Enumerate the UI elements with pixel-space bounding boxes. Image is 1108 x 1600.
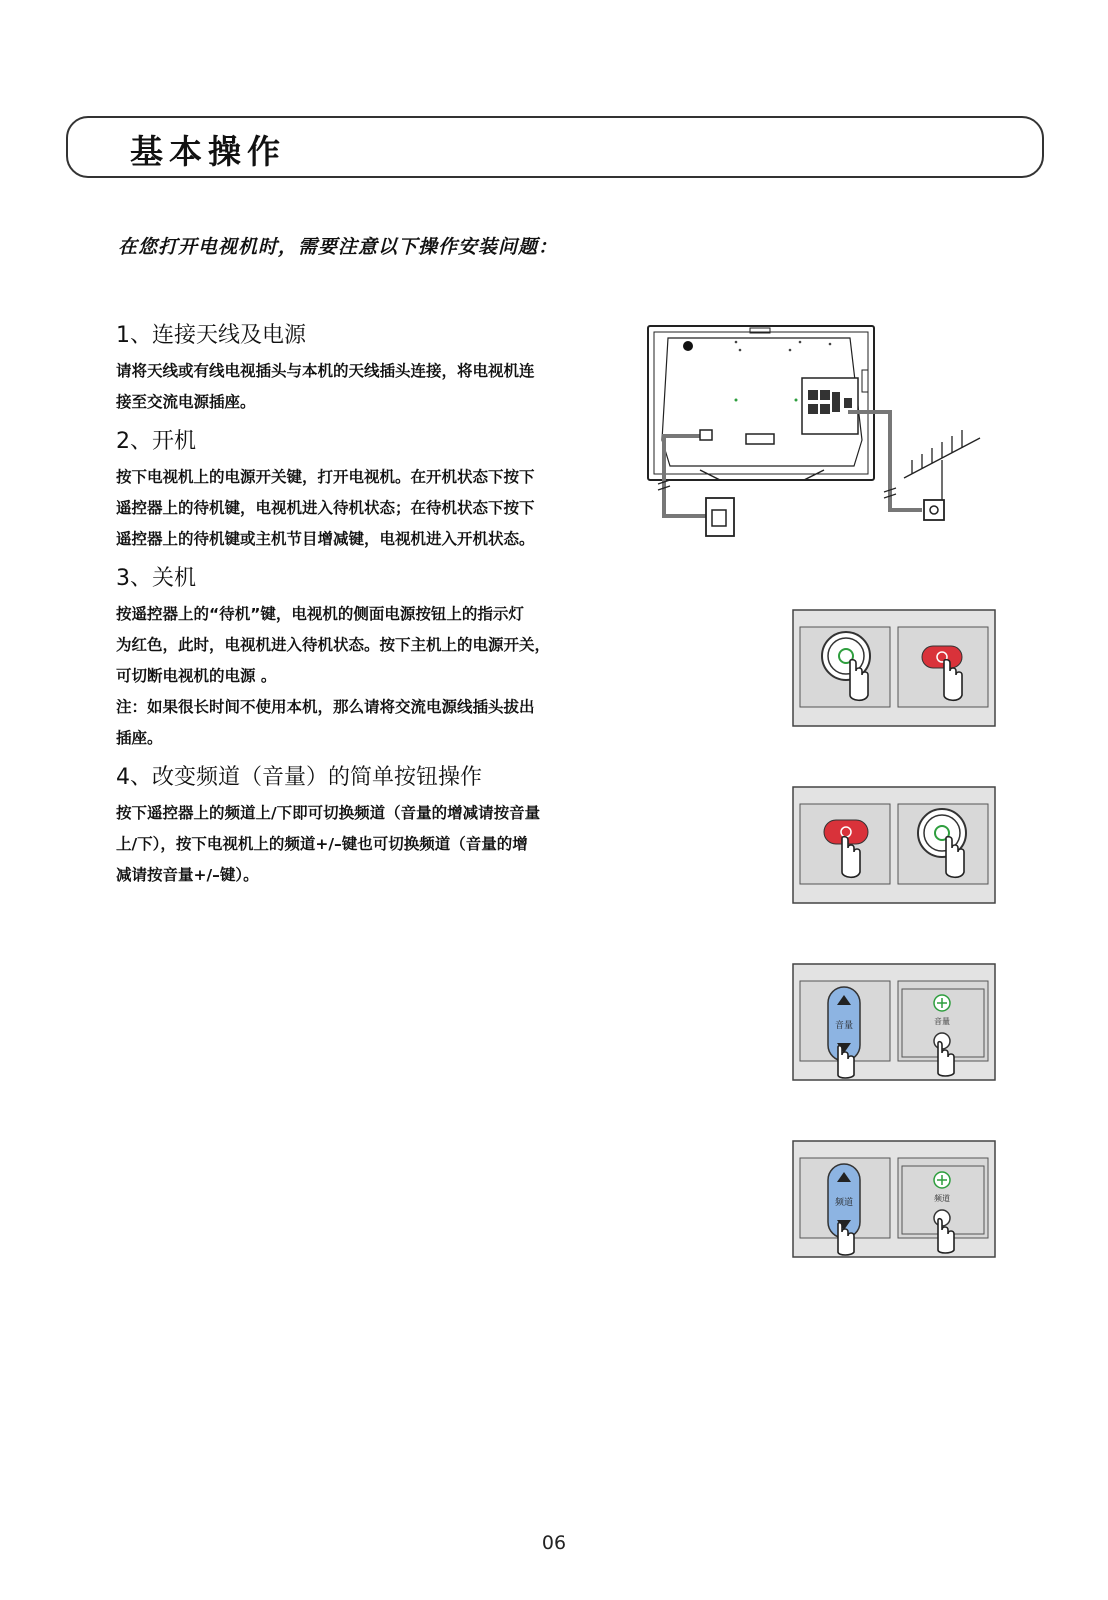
section-3-body [116, 599, 616, 754]
instruction-text-column [116, 320, 616, 899]
section-3-line: 插座。 [116, 729, 163, 747]
section-3-line: 可切断电视机的电源 。 [116, 667, 277, 685]
volume-rocker-label: 音量 [834, 1021, 854, 1031]
section-1-heading: 1、连接天线及电源 [116, 323, 306, 348]
section-4-line: 减请按音量+/–键）。 [116, 866, 259, 884]
channel-button-panel [792, 1140, 996, 1258]
intro-text: 在您打开电视机时，需要注意以下操作安装问题： [118, 236, 559, 258]
volume-button-panel [792, 963, 996, 1081]
page-number: 06 [541, 1532, 567, 1554]
section-1-line: 请将天线或有线电视插头与本机的天线插头连接，将电视机连 [116, 362, 535, 380]
channel-rocker-label: 频道 [834, 1198, 854, 1208]
section-3-line: 按遥控器上的“待机”键，电视机的侧面电源按钮上的指示灯 [116, 605, 524, 623]
section-2-line: 按下电视机上的电源开关键，打开电视机。在开机状态下按下 [116, 468, 535, 486]
section-1-line: 接至交流电源插座。 [116, 393, 256, 411]
section-2-line: 遥控器上的待机键或主机节目增减键，电视机进入开机状态。 [116, 530, 535, 548]
section-2-line: 遥控器上的待机键，电视机进入待机状态；在待机状态下按下 [116, 499, 535, 517]
section-2-body [116, 462, 616, 555]
section-3-heading: 3、关机 [116, 566, 196, 591]
power-standby-panel [792, 609, 996, 727]
power-off-panel [792, 786, 996, 904]
section-2-heading: 2、开机 [116, 429, 196, 454]
title-box [66, 116, 1044, 178]
volume-button-label: 音量 [934, 1017, 950, 1026]
section-4-line: 上/下），按下电视机上的频道+/–键也可切换频道（音量的增 [116, 835, 528, 853]
section-4-heading: 4、改变频道（音量）的简单按钮操作 [116, 765, 482, 790]
tv-rear-connection-diagram [640, 320, 1000, 560]
section-3-line: 注：如果很长时间不使用本机，那么请将交流电源线插头拔出 [116, 698, 535, 716]
section-4-line: 按下遥控器上的频道上/下即可切换频道（音量的增减请按音量 [116, 804, 541, 822]
section-4-body [116, 798, 616, 891]
section-3-line: 为红色，此时，电视机进入待机状态。按下主机上的电源开关， [116, 636, 551, 654]
page-title: 基本操作 [130, 132, 286, 171]
section-1-body [116, 356, 616, 418]
channel-button-label: 频道 [934, 1194, 950, 1203]
